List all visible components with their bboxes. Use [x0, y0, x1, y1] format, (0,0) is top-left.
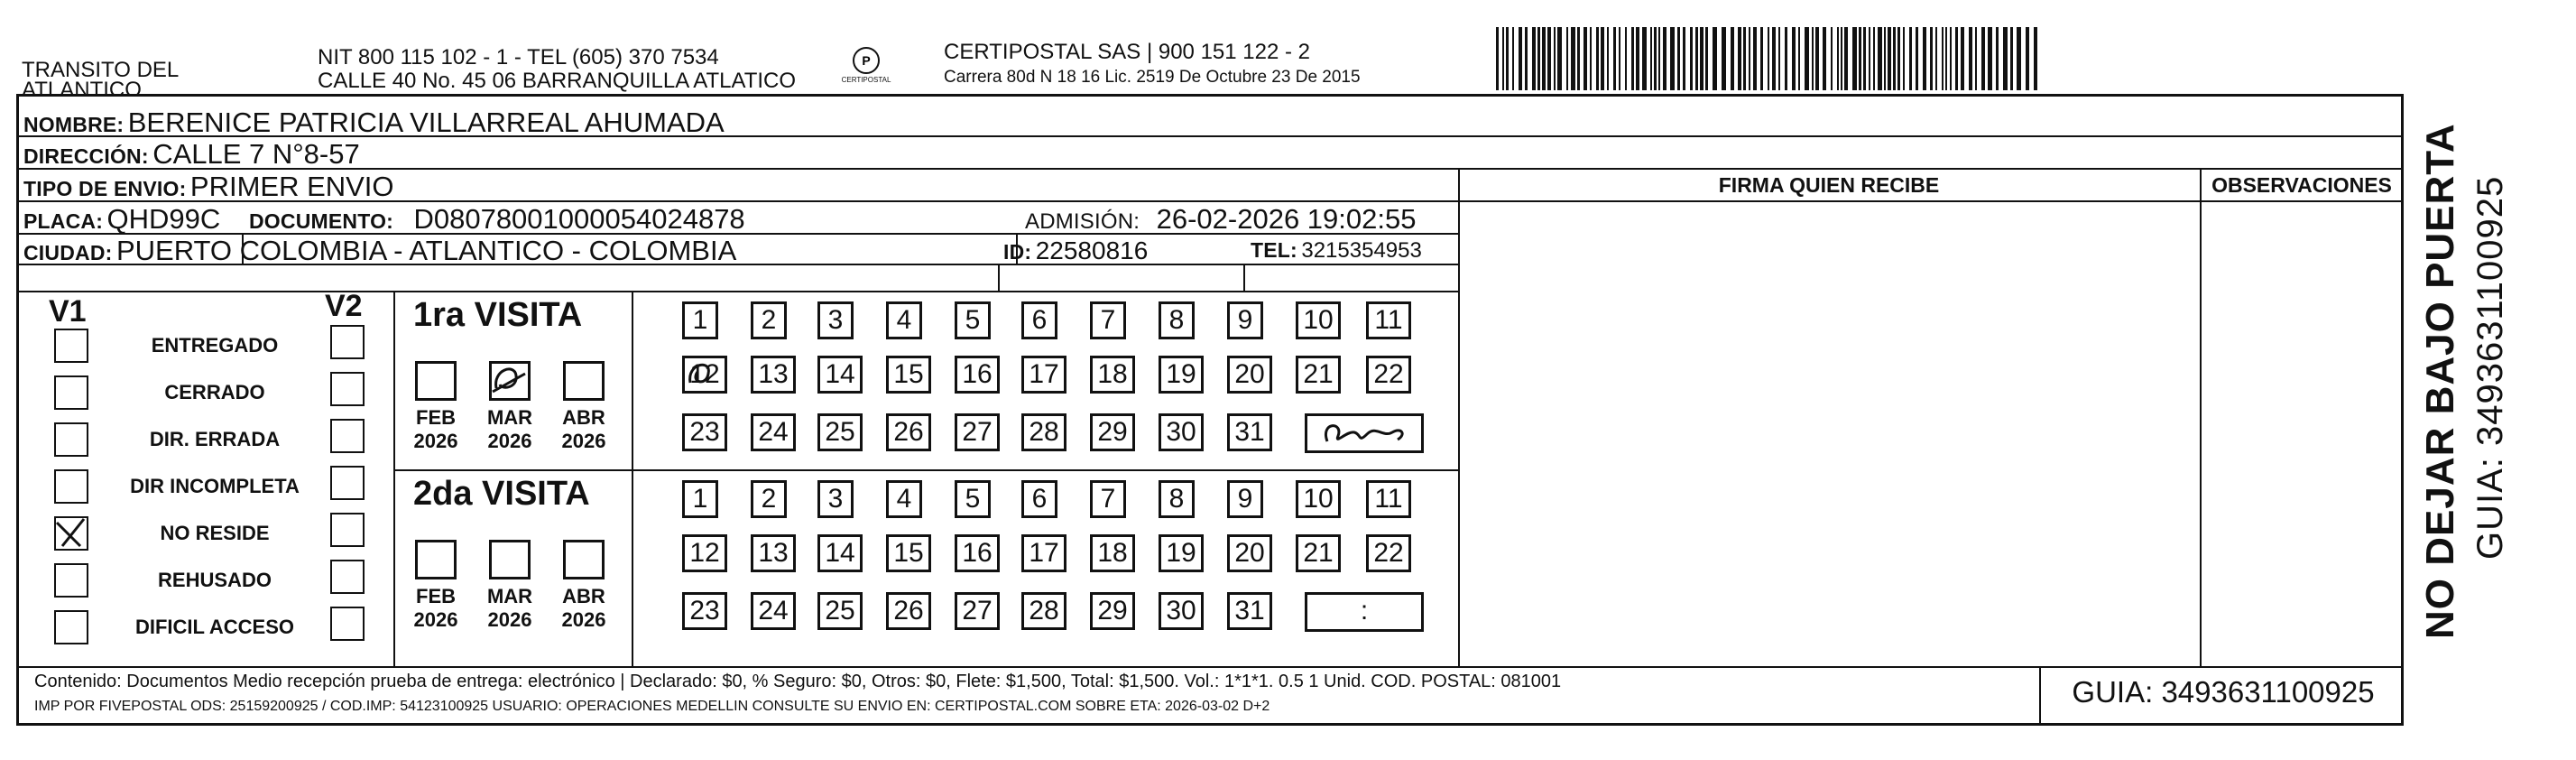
v2-header: V2: [325, 289, 363, 323]
admission-value: 26-02-2026 19:02:55: [1156, 203, 1417, 235]
v1-checkbox[interactable]: [54, 329, 88, 363]
side-guide-number: GUIA: 3493631100925: [2470, 175, 2510, 560]
visit-time-box[interactable]: :: [1305, 592, 1424, 632]
month-checkbox[interactable]: [489, 361, 531, 401]
issuer-address: CALLE 40 No. 45 06 BARRANQUILLA ATLATICO: [318, 69, 797, 93]
day-box[interactable]: 6: [1021, 301, 1057, 339]
v2-checkbox[interactable]: [330, 607, 365, 641]
month-checkbox[interactable]: [415, 540, 457, 579]
status-label: NO RESIDE: [160, 522, 270, 544]
day-box[interactable]: 16: [955, 534, 1000, 572]
month-label: FEB 2026: [413, 406, 458, 452]
city-value: PUERTO COLOMBIA - ATLANTICO - COLOMBIA: [115, 235, 737, 266]
issuer-name-line1: TRANSITO DEL: [22, 58, 180, 82]
recipient-name-label: NOMBRE:: [23, 113, 125, 136]
recipient-phone: [1251, 238, 1422, 264]
day-box[interactable]: 4: [886, 480, 922, 518]
svg-text:P: P: [862, 53, 871, 68]
admission: [1025, 203, 1416, 236]
issuer-nit-phone: NIT 800 115 102 - 1 - TEL (605) 370 7534: [318, 45, 719, 70]
id-label: ID:: [1003, 240, 1032, 264]
city: [23, 235, 736, 267]
day-box[interactable]: 26: [886, 413, 931, 451]
day-box[interactable]: 19: [1159, 356, 1204, 394]
day-box[interactable]: 13: [751, 356, 796, 394]
certipostal-logo: [837, 45, 895, 90]
day-box[interactable]: 17: [1021, 534, 1066, 572]
day-box[interactable]: 2: [751, 480, 787, 518]
recipient-address: [23, 138, 360, 171]
plate: [23, 203, 220, 236]
day-box[interactable]: 11: [1366, 301, 1411, 339]
recipient-id: [1003, 236, 1148, 265]
city-label: CIUDAD:: [23, 241, 113, 264]
day-box[interactable]: 15: [886, 356, 931, 394]
day-box[interactable]: 29: [1090, 413, 1135, 451]
v2-checkbox[interactable]: [330, 466, 365, 500]
day-box[interactable]: 26: [886, 592, 931, 630]
day-box[interactable]: 5: [955, 480, 991, 518]
status-label: REHUSADO: [158, 569, 272, 591]
day-box[interactable]: 27: [955, 413, 1000, 451]
v1-checkbox[interactable]: [54, 610, 88, 644]
plate-label: PLACA:: [23, 209, 104, 233]
day-box[interactable]: 13: [751, 534, 796, 572]
visit-time-box[interactable]: [1305, 413, 1424, 453]
day-box[interactable]: 14: [817, 534, 863, 572]
day-box[interactable]: 23: [682, 592, 727, 630]
month-label: ABR 2026: [561, 585, 606, 631]
v1-checkbox[interactable]: [54, 375, 88, 410]
day-box[interactable]: 2: [751, 301, 787, 339]
day-box[interactable]: 8: [1159, 301, 1195, 339]
shipment-type-value: PRIMER ENVIO: [189, 171, 394, 202]
day-box[interactable]: 30: [1159, 592, 1204, 630]
shipment-contents: Contenido: Documentos Medio recepción prueba de entrega: electrónico | Declarado: $0, % Seguro: $0, Otros: $0, Flete: $1,500, Total: $1,500. Vol.: 1*1*1. 0.5 1 Unid. COD. POSTAL: 081001: [34, 672, 1562, 691]
day-box[interactable]: 18: [1090, 356, 1135, 394]
day-box[interactable]: 18: [1090, 534, 1135, 572]
status-label: CERRADO: [164, 381, 265, 403]
day-box[interactable]: 31: [1227, 413, 1272, 451]
day-box[interactable]: 9: [1227, 301, 1263, 339]
month-label: ABR 2026: [561, 406, 606, 452]
v1-checkbox[interactable]: [54, 516, 88, 551]
day-box[interactable]: 15: [886, 534, 931, 572]
document: [249, 203, 745, 236]
observations-header: OBSERVACIONES: [2211, 173, 2392, 197]
day-box[interactable]: 30: [1159, 413, 1204, 451]
day-box[interactable]: 20: [1227, 356, 1272, 394]
day-box[interactable]: 11: [1366, 480, 1411, 518]
day-box[interactable]: 28: [1021, 413, 1066, 451]
day-box[interactable]: 3: [817, 480, 854, 518]
v1-checkbox[interactable]: [54, 469, 88, 504]
month-checkbox[interactable]: [489, 540, 531, 579]
day-box[interactable]: 27: [955, 592, 1000, 630]
courier-company: CERTIPOSTAL SAS | 900 151 122 - 2: [944, 40, 1310, 64]
guide-number: GUIA: 3493631100925: [2072, 675, 2375, 709]
v2-checkbox[interactable]: [330, 513, 365, 547]
admission-label: ADMISIÓN:: [1025, 209, 1140, 234]
v1-checkbox[interactable]: [54, 563, 88, 598]
plate-value: QHD99C: [106, 203, 221, 235]
warning-no-under-door: NO DEJAR BAJO PUERTA: [2418, 123, 2462, 639]
signature-header: FIRMA QUIEN RECIBE: [1718, 173, 1940, 197]
barcode: [1496, 27, 2045, 90]
v2-checkbox[interactable]: [330, 419, 365, 453]
day-box[interactable]: 5: [955, 301, 991, 339]
day-box[interactable]: 21: [1296, 356, 1341, 394]
day-box[interactable]: 4: [886, 301, 922, 339]
id-value: 22580816: [1035, 236, 1149, 264]
day-box[interactable]: 10: [1296, 480, 1341, 518]
visit-title: 2da VISITA: [413, 475, 590, 513]
status-label: ENTREGADO: [151, 334, 279, 357]
status-label: DIR. ERRADA: [149, 428, 281, 450]
day-box[interactable]: 1: [682, 301, 718, 339]
signature-area[interactable]: [1462, 204, 2198, 664]
v1-checkbox[interactable]: [54, 422, 88, 457]
month-label: FEB 2026: [413, 585, 458, 631]
visit-title: 1ra VISITA: [413, 296, 583, 334]
month-label: MAR 2026: [486, 406, 533, 452]
day-box[interactable]: 7: [1090, 301, 1126, 339]
day-box[interactable]: 25: [817, 413, 863, 451]
day-box[interactable]: 31: [1227, 592, 1272, 630]
v2-checkbox[interactable]: [330, 560, 365, 594]
v2-checkbox[interactable]: [330, 372, 365, 406]
day-box[interactable]: 25: [817, 592, 863, 630]
day-box[interactable]: 8: [1159, 480, 1195, 518]
day-box[interactable]: 21: [1296, 534, 1341, 572]
month-checkbox[interactable]: [415, 361, 457, 401]
courier-license: Carrera 80d N 18 16 Lic. 2519 De Octubre 23 De 2015: [944, 68, 1361, 87]
phone-value: 3215354953: [1301, 238, 1422, 263]
day-box[interactable]: 14: [817, 356, 863, 394]
address-value: CALLE 7 N°8-57: [152, 138, 360, 170]
document-label: DOCUMENTO:: [249, 209, 394, 233]
address-label: DIRECCIÓN:: [23, 144, 149, 168]
month-label: MAR 2026: [486, 585, 533, 631]
day-box[interactable]: 23: [682, 413, 727, 451]
print-info: IMP POR FIVEPOSTAL ODS: 25159200925 / COD.IMP: 54123100925 USUARIO: OPERACIONES MEDELLIN CONSULTE SU ENVIO EN: CERTIPOSTAL.COM SOBRE ETA: 2026-03-02 D+2: [34, 699, 1270, 714]
day-box[interactable]: 28: [1021, 592, 1066, 630]
day-box[interactable]: 10: [1296, 301, 1341, 339]
observations-area[interactable]: [2203, 204, 2402, 664]
day-box[interactable]: 22: [1366, 534, 1411, 572]
phone-label: TEL:: [1251, 238, 1297, 262]
status-label: DIR INCOMPLETA: [130, 475, 300, 497]
day-box[interactable]: 9: [1227, 480, 1263, 518]
day-box[interactable]: 6: [1021, 480, 1057, 518]
day-box[interactable]: 3: [817, 301, 854, 339]
recipient-name-value: BERENICE PATRICIA VILLARREAL AHUMADA: [127, 107, 725, 138]
day-box[interactable]: 1: [682, 480, 718, 518]
certipostal-logo-text: CERTIPOSTAL: [841, 76, 891, 84]
month-checkbox[interactable]: [563, 361, 605, 401]
v1-header: V1: [49, 294, 87, 329]
status-label: DIFICIL ACCESO: [134, 616, 294, 638]
day-box[interactable]: 20: [1227, 534, 1272, 572]
day-box[interactable]: 24: [751, 413, 796, 451]
day-box[interactable]: 22: [1366, 356, 1411, 394]
document-value: D08078001000054024878: [413, 203, 745, 235]
month-checkbox[interactable]: [563, 540, 605, 579]
recipient-name: [23, 107, 725, 139]
v2-checkbox[interactable]: [330, 325, 365, 359]
shipment-type-label: TIPO DE ENVIO:: [23, 177, 187, 200]
shipment-type: [23, 171, 394, 203]
day-box[interactable]: 7: [1090, 480, 1126, 518]
day-box[interactable]: 16: [955, 356, 1000, 394]
day-box[interactable]: 24: [751, 592, 796, 630]
day-box[interactable]: 12: [682, 534, 727, 572]
day-box[interactable]: 19: [1159, 534, 1204, 572]
day-box[interactable]: 17: [1021, 356, 1066, 394]
day-box[interactable]: 29: [1090, 592, 1135, 630]
issuer-name-line2: ATLANTICO: [22, 78, 142, 102]
day-box[interactable]: 12: [682, 356, 727, 394]
